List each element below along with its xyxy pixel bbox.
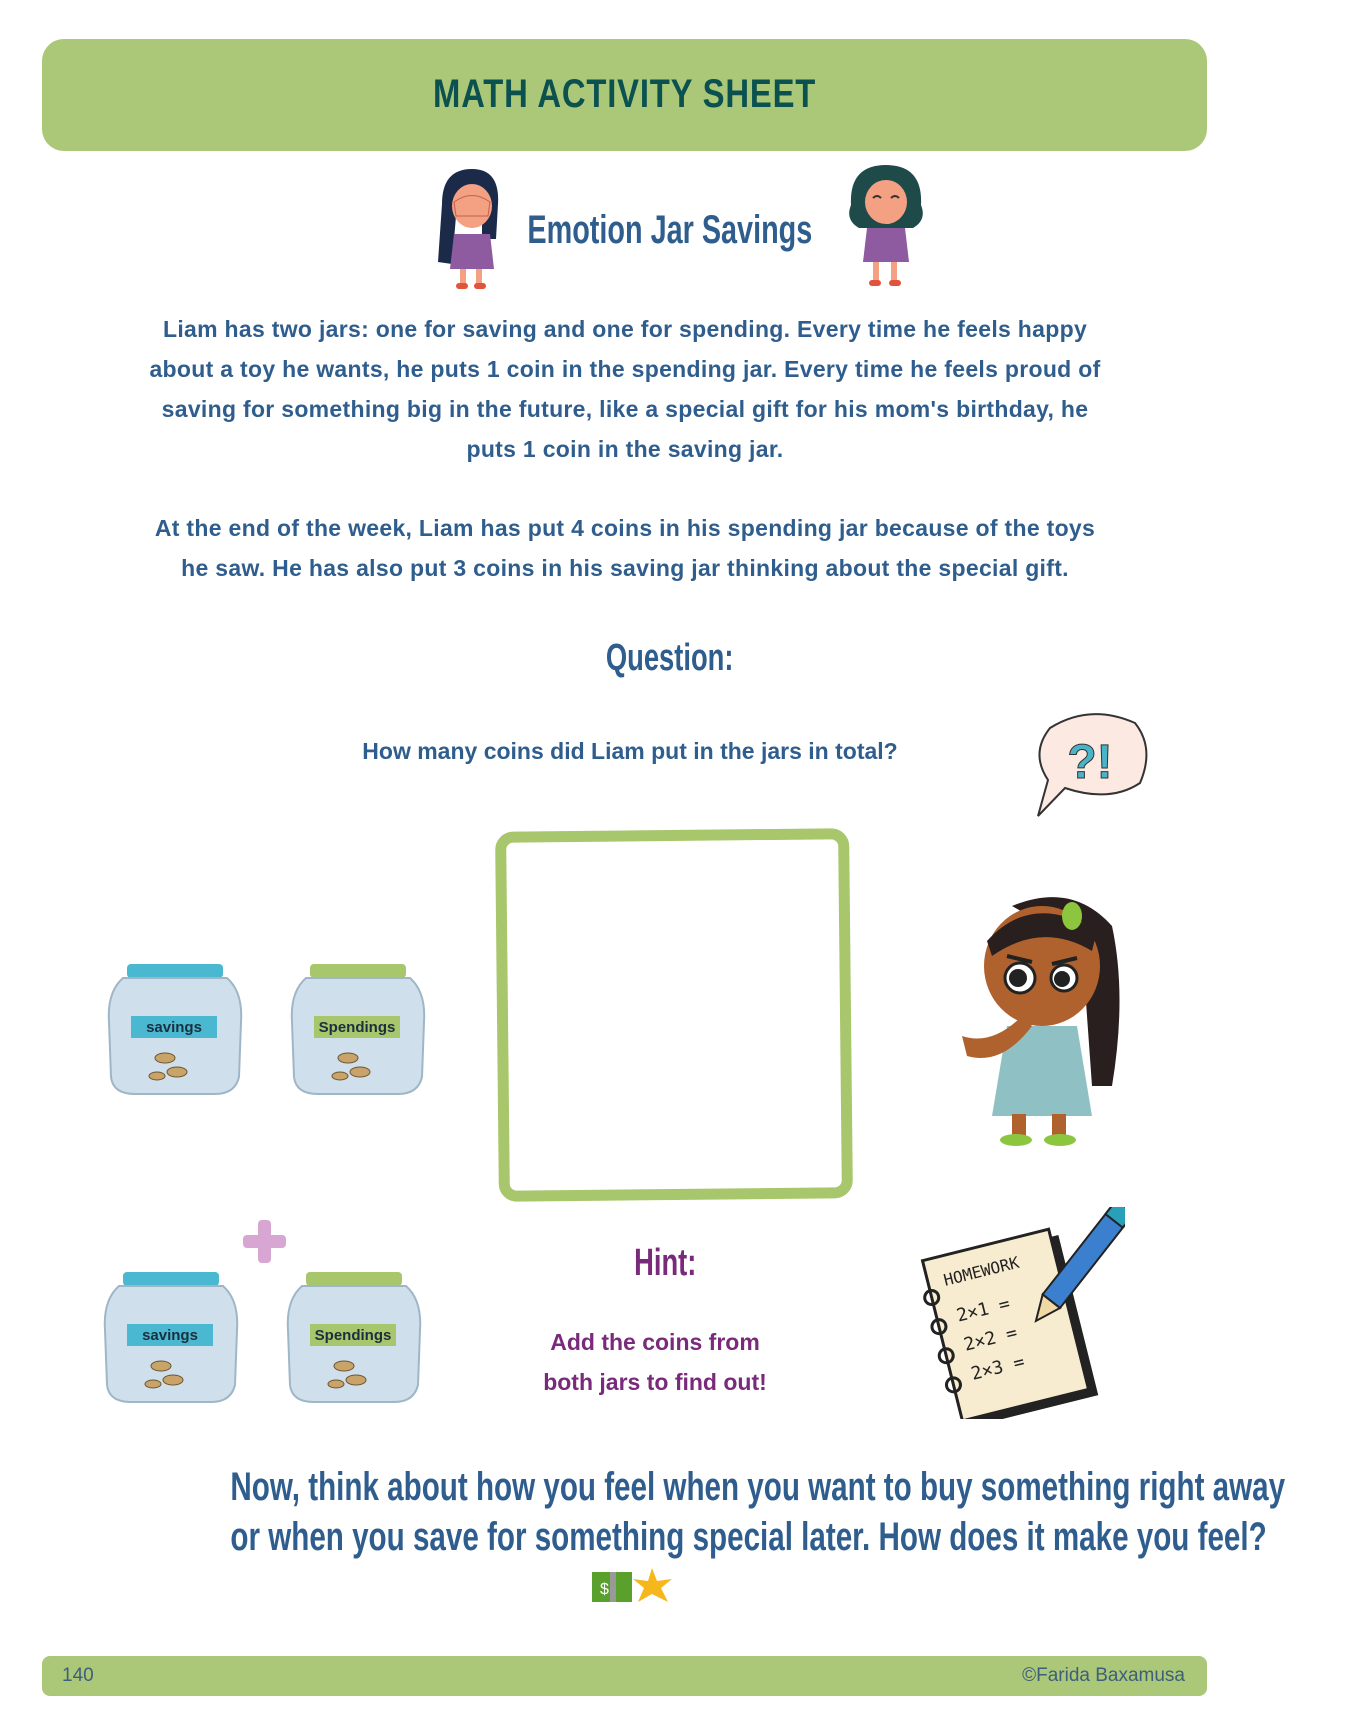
happy-girl-illustration [843,160,929,295]
homework-line: 2×2 = [961,1322,1020,1356]
jar-label: savings [142,1327,198,1344]
closing-line: Now, think about how you feel when you want to buy something right away [230,1465,1286,1509]
closing-reflection [90,1462,1286,1562]
svg-text:$: $ [600,1581,609,1598]
homework-notebook-illustration [919,1207,1125,1419]
savings-jar-top [105,962,245,1098]
page-title: MATH ACTIVITY SHEET [432,72,817,116]
speech-bubble-icon [1030,708,1152,820]
homework-line: 2×1 = [954,1293,1013,1327]
footer-bar [42,1656,1207,1696]
copyright: ©Farida Baxamusa [1022,1665,1185,1686]
star-icon [633,1568,672,1602]
money-icon [592,1572,632,1602]
story-line: saving for something big in the future, like a special gift for his mom's birthday, he [161,396,1089,422]
thinking-girl-illustration [952,886,1130,1148]
homework-title: HOMEWORK [941,1252,1022,1290]
story-line: about a toy he wants, he puts 1 coin in the spending jar. Every time he feels proud of [149,356,1101,382]
money-star-emoji [590,1566,680,1606]
savings-jar-bottom [101,1270,241,1406]
activity-title: Emotion Jar Savings [527,208,813,252]
story-line: At the end of the week, Liam has put 4 coins in his spending jar because of the toys [154,515,1096,541]
spendings-jar-bottom [284,1270,424,1406]
answer-box[interactable] [495,828,853,1202]
homework-line: 2×3 = [969,1351,1027,1385]
hint-line: Add the coins from [550,1329,760,1355]
hint-line: both jars to find out! [543,1369,767,1395]
question-heading: Question: [606,637,734,679]
story-paragraph-1 [80,309,1170,469]
page-number: 140 [62,1665,94,1686]
jar-label: Spendings [314,1327,392,1344]
spendings-jar-top [288,962,428,1098]
plus-icon [241,1218,288,1265]
story-line: he saw. He has also put 3 coins in his saving jar thinking about the special gift. [181,555,1069,581]
story-paragraph-2 [80,508,1170,588]
hint-text [505,1322,805,1402]
hint-heading: Hint: [633,1242,697,1284]
jar-label: Spendings [318,1019,396,1036]
jar-label: savings [146,1019,202,1036]
bubble-text: ?! [1067,736,1113,789]
story-line: Liam has two jars: one for saving and one for spending. Every time he feels happy [162,316,1088,342]
closing-line: or when you save for something special later. How does it make you feel? [230,1515,1267,1559]
story-line: puts 1 coin in the saving jar. [466,436,784,462]
question-text: How many coins did Liam put in the jars in total? [362,738,898,764]
